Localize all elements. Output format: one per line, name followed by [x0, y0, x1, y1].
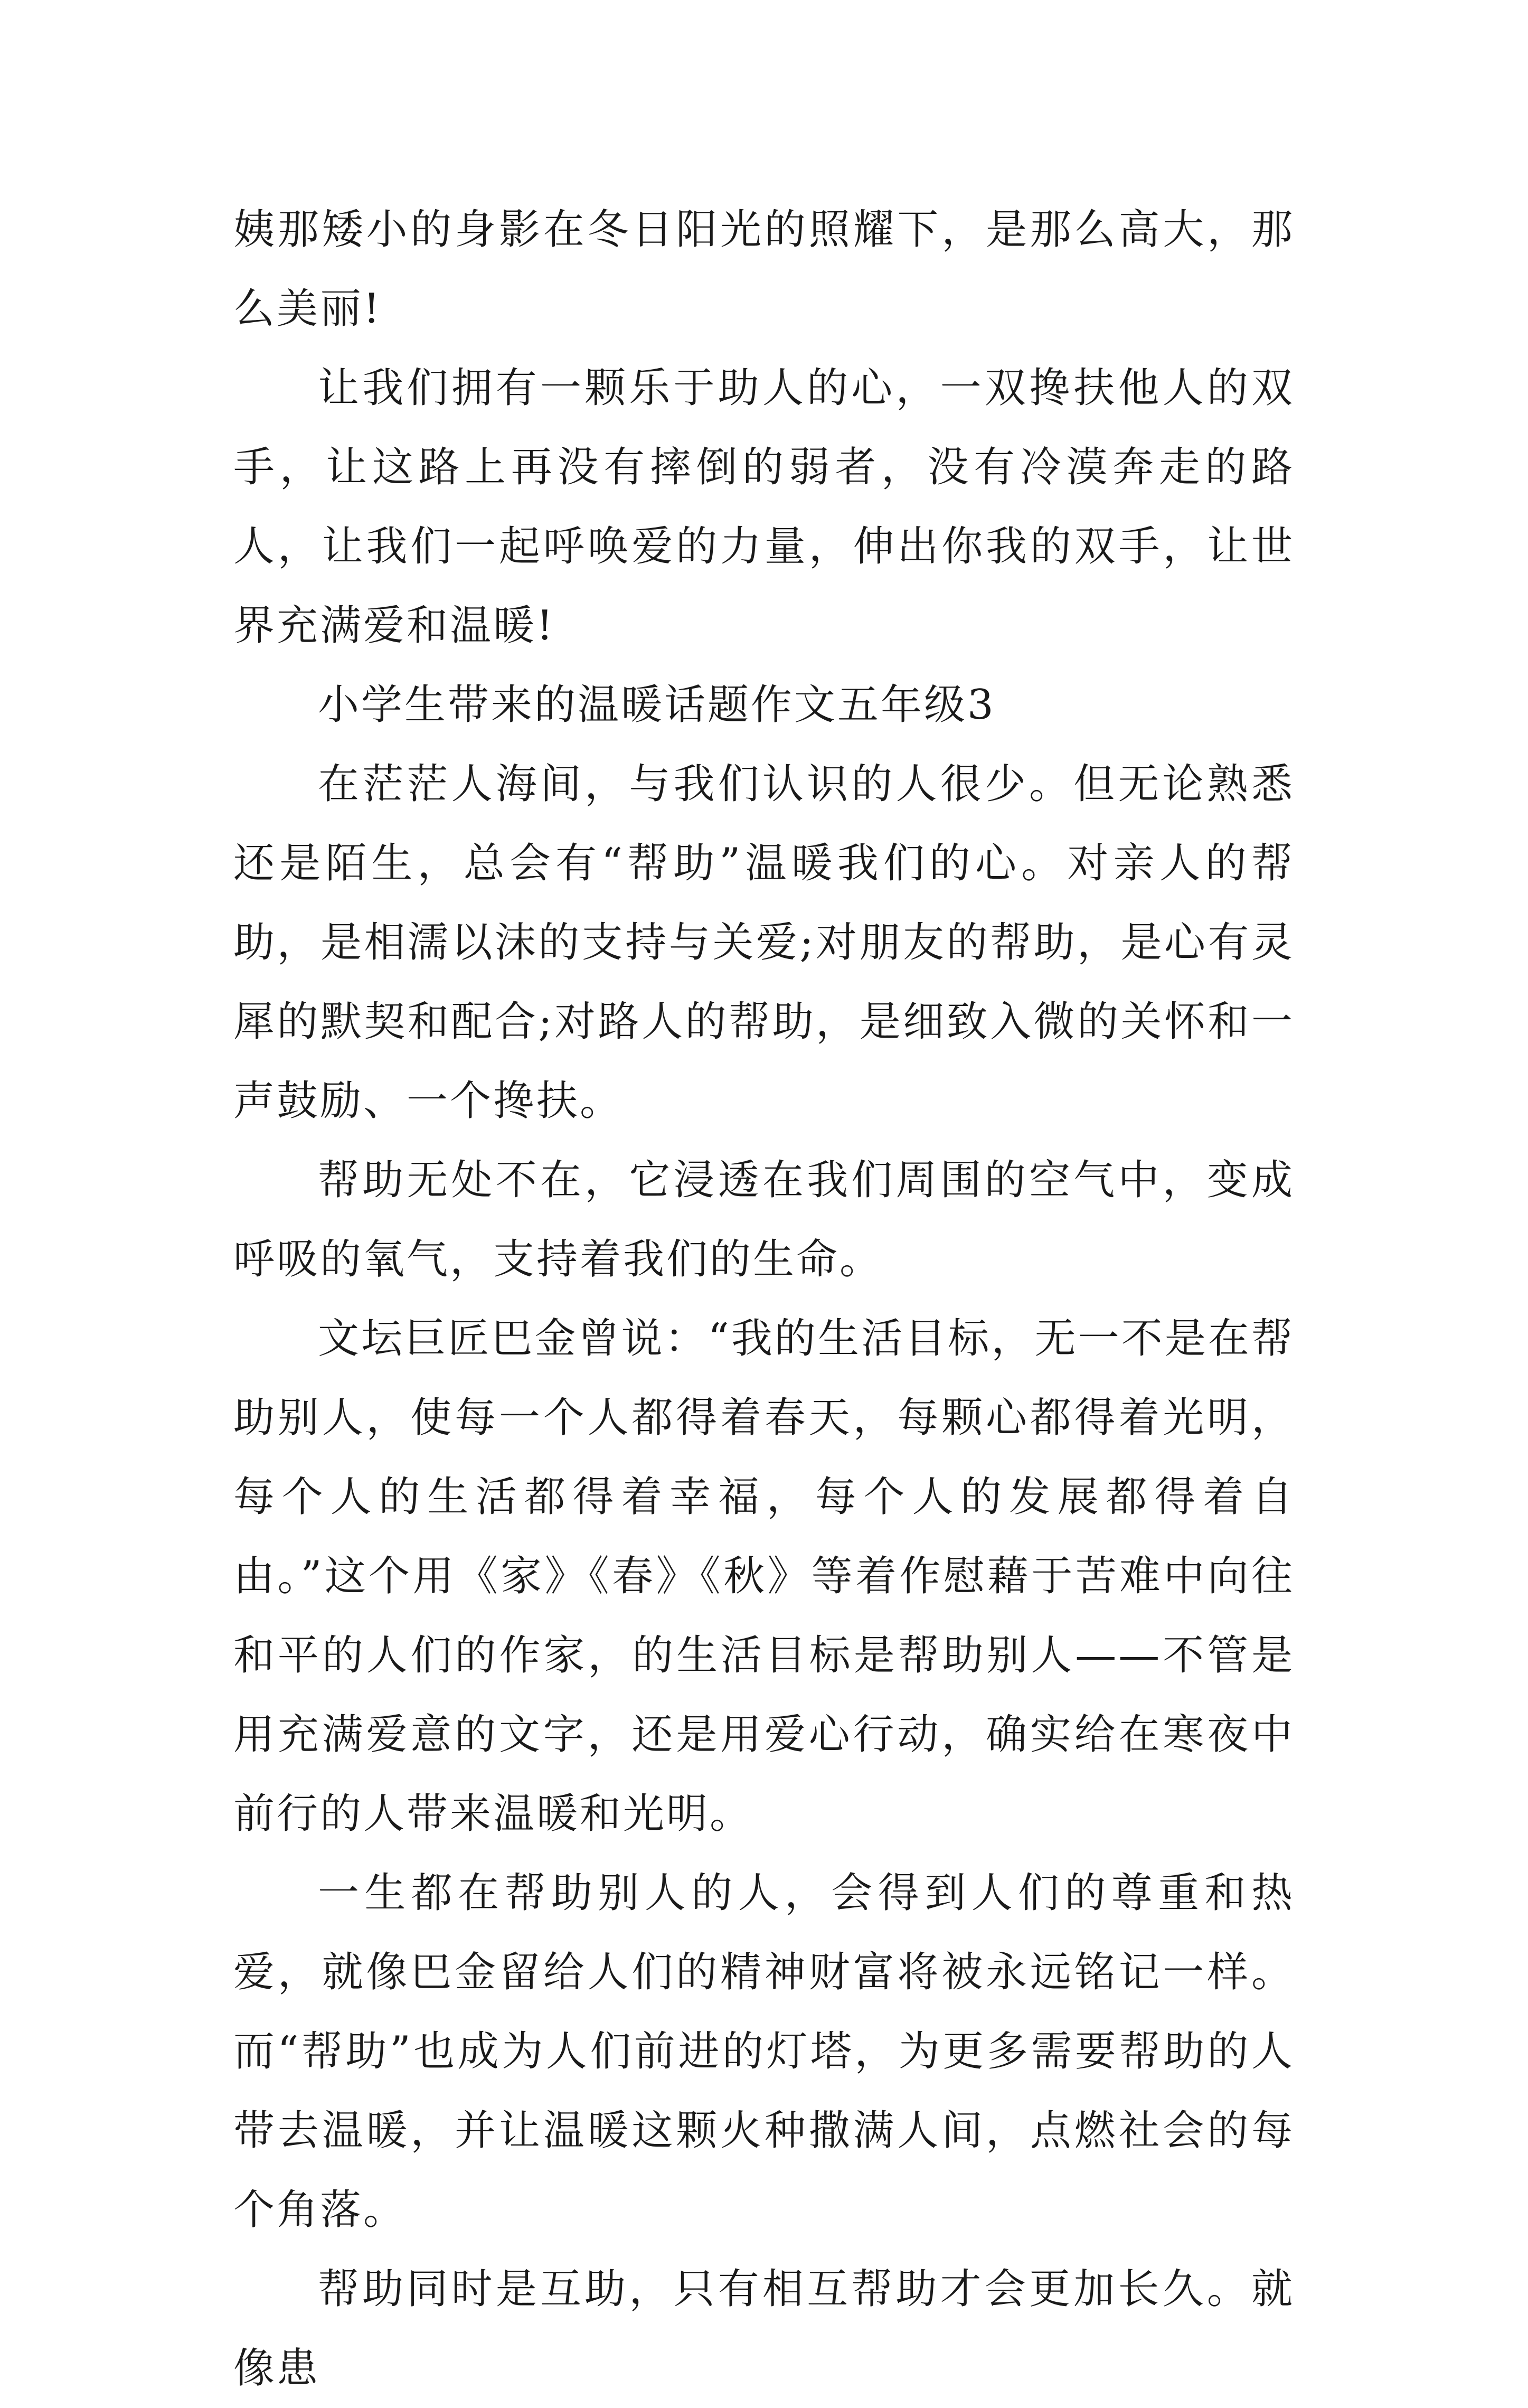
essay-title: 小学生带来的温暖话题作文五年级3	[318, 681, 996, 729]
paragraph-respect: 一生都在帮助别人的人，会得到人们的尊重和热爱，就像巴金留给人们的精神财富将被永远铭记一样。而“帮助”也成为人们前进的灯塔，为更多需要帮助的人带去温暖，并让温暖这颗火种撒满人间，点燃社会的每个角落。	[233, 1869, 1295, 2234]
paragraph-intro: 在茫茫人海间，与我们认识的人很少。但无论熟悉还是陌生，总会有“帮助”温暖我们的心。对亲人的帮助，是相濡以沫的支持与关爱;对朋友的帮助，是心有灵犀的默契和配合;对路人的帮助，是细致入微的关怀和一声鼓励、一个搀扶。	[233, 760, 1295, 1125]
document-body	[233, 190, 1295, 2408]
paragraph-mutual-help: 帮助同时是互助，只有相互帮助才会更加长久。就像患	[233, 2265, 1295, 2392]
paragraph-call-to-action: 让我们拥有一颗乐于助人的心，一双搀扶他人的双手，让这路上再没有摔倒的弱者，没有冷漠奔走的路人，让我们一起呼唤爱的力量，伸出你我的双手，让世界充满爱和温暖!	[233, 364, 1295, 650]
paragraph-help-everywhere: 帮助无处不在，它浸透在我们周围的空气中，变成呼吸的氧气，支持着我们的生命。	[233, 1156, 1295, 1283]
paragraph-continuation: 姨那矮小的身影在冬日阳光的照耀下，是那么高大，那么美丽!	[233, 206, 1295, 333]
paragraph-bajin-quote: 文坛巨匠巴金曾说：“我的生活目标，无一不是在帮助别人，使每一个人都得着春天，每颗心都得着光明，每个人的生活都得着幸福，每个人的发展都得着自由。”这个用《家》《春》《秋》等着作慰藉于苦难中向往和平的人们的作家，的生活目标是帮助别人——不管是用充满爱意的文字，还是用爱心行动，确实给在寒夜中前行的人带来温暖和光明。	[233, 1315, 1295, 1838]
